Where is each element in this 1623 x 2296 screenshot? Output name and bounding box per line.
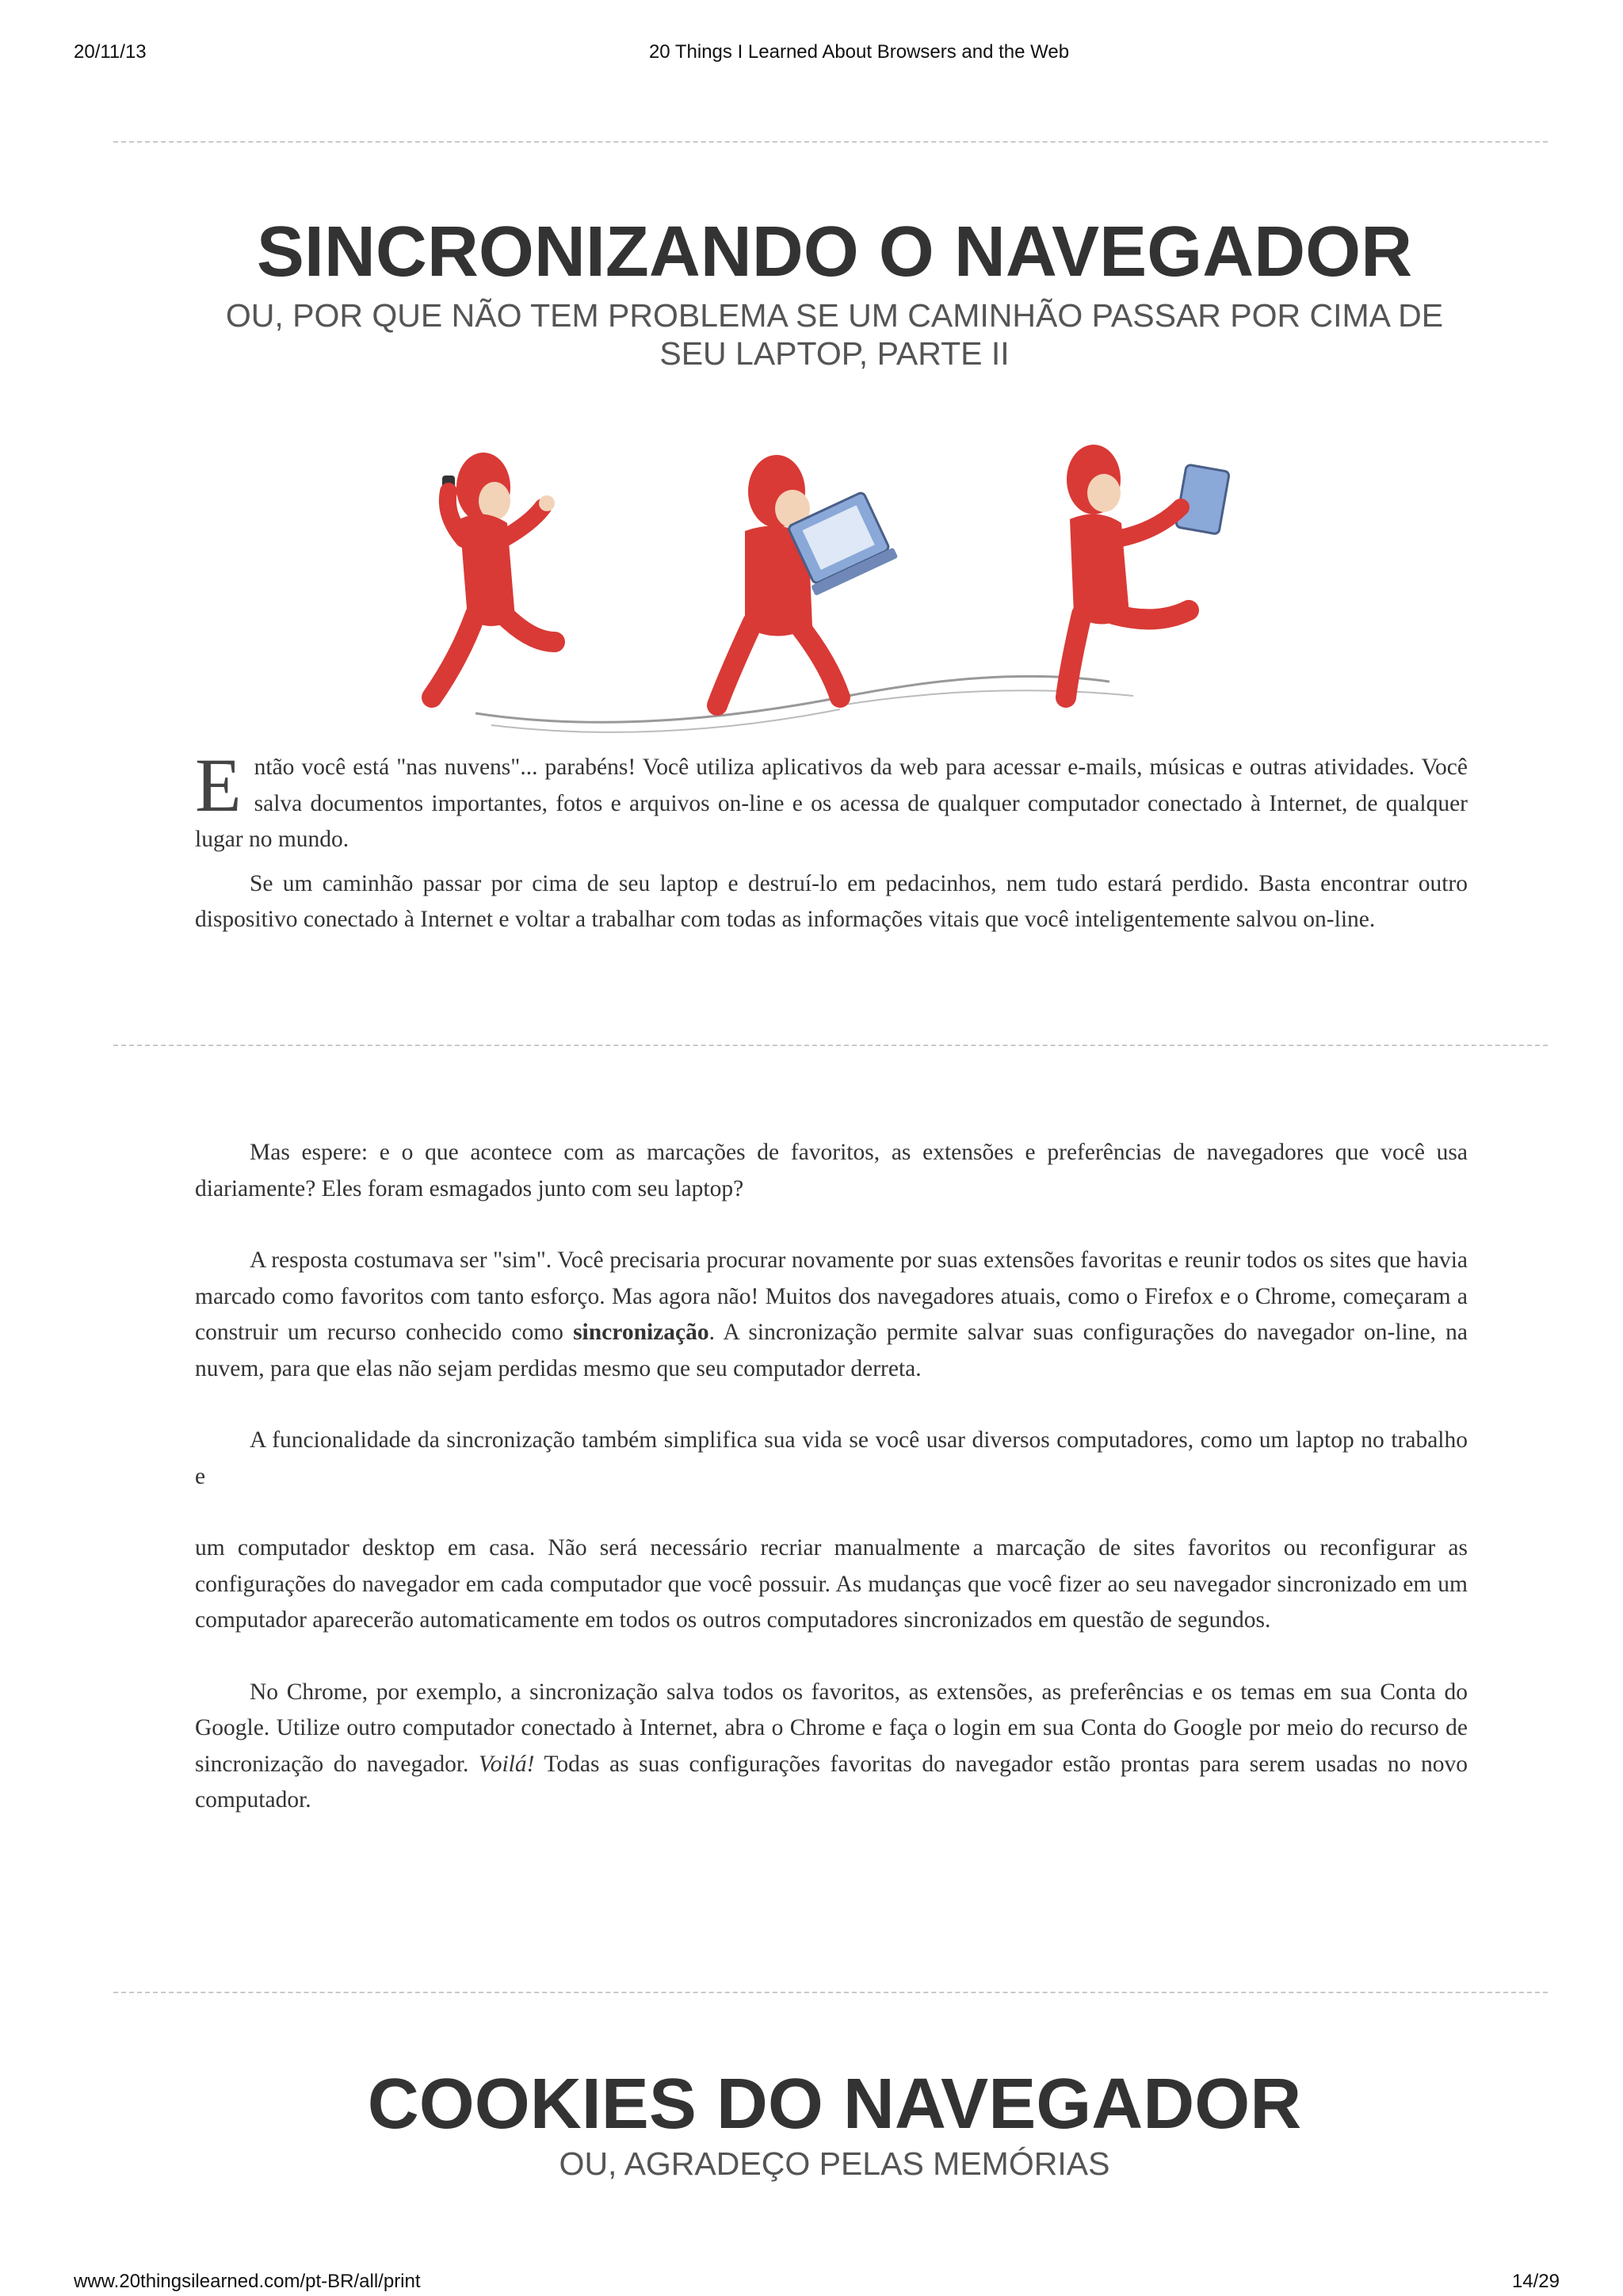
voila-italic: Voilá!	[478, 1751, 535, 1777]
print-url[interactable]: www.20thingsilearned.com/pt-BR/all/print	[74, 2271, 421, 2292]
intro-paragraph-2: Se um caminhão passar por cima de seu laptop e destruí-lo em pedacinhos, nem tudo estará perdido. Basta encontrar outro dispositivo conectado à Internet e voltar a trabalhar com todas as informações vitais que você inteligentemente salvou on-line.	[195, 870, 1468, 932]
section-divider	[113, 1992, 1548, 1993]
section-divider	[113, 1045, 1548, 1046]
sync-paragraph-1: Mas espere: e o que acontece com as marcações de favoritos, as extensões e preferências de navegadores que você usa diariamente? Eles foram esmagados junto com seu laptop?	[195, 1140, 1468, 1201]
sync-keyword: sincronização	[573, 1320, 709, 1345]
drop-cap: E	[195, 743, 242, 827]
figure-laptop	[717, 455, 898, 705]
section-subtitle: OU, POR QUE NÃO TEM PROBLEMA SE UM CAMINHÃO PASSAR POR CIMA DE SEU LAPTOP, PARTE II	[225, 297, 1444, 372]
sync-illustration	[396, 444, 1276, 737]
print-page-number: 14/29	[1511, 2271, 1560, 2292]
section-title: COOKIES DO NAVEGADOR	[367, 2065, 1302, 2144]
sync-body-text	[195, 1135, 1468, 1819]
sync-paragraph-3: A funcionalidade da sincronização também simplifica sua vida se você usar diversos computadores, como um laptop no trabalho e	[195, 1427, 1468, 1489]
print-page-title: 20 Things I Learned About Browsers and the Web	[648, 41, 1070, 63]
sync-paragraph-5: No Chrome, por exemplo, a sincronização salva todos os favoritos, as extensões, as preferências e os temas em sua Conta do Google. Utilize outro computador conectado à Internet, abra o Chrome e faça o login em sua Conta do Google por meio do recurso de sincronização do navegador. Voilá! Todas as suas configurações favoritas do navegador estão prontas para serem usadas no novo computador.	[195, 1679, 1468, 1813]
intro-paragraph-1: ntão você está "nas nuvens"... parabéns! Você utiliza aplicativos da web para acessar e-mails, músicas e outras atividades. Você salva documentos importantes, fotos e arquivos on-line e os acessa de qualquer computador conectado à Internet, de qualquer lugar no mundo.	[195, 755, 1468, 852]
print-date: 20/11/13	[74, 41, 147, 63]
figure-tablet	[1066, 445, 1230, 697]
section-title: SINCRONIZANDO O NAVEGADOR	[256, 212, 1413, 292]
sync-paragraph-2: A resposta costumava ser "sim". Você precisaria procurar novamente por suas extensões favoritas e reunir todos os sites que havia marcado como favoritos com tanto esforço. Mas agora não! Muitos dos navegadores atuais, como o Firefox e o Chrome, começaram a construir um recurso conhecido como sincronização. A sincronização permite salvar suas configurações do navegador on-line, na nuvem, para que elas não sejam perdidas mesmo que seu computador derreta.	[195, 1247, 1468, 1381]
figure-phone	[432, 453, 555, 697]
intro-text	[195, 743, 1468, 938]
section-subtitle: OU, AGRADEÇO PELAS MEMÓRIAS	[559, 2145, 1110, 2182]
section-divider	[113, 141, 1548, 143]
sync-paragraph-4: um computador desktop em casa. Não será necessário recriar manualmente a marcação de sites favoritos ou reconfigurar as configurações do navegador em cada computador que você possuir. As mudanças que você fizer ao seu navegador sincronizado em um computador aparecerão automaticamente em todos os outros computadores sincronizados em questão de segundos.	[195, 1535, 1468, 1633]
